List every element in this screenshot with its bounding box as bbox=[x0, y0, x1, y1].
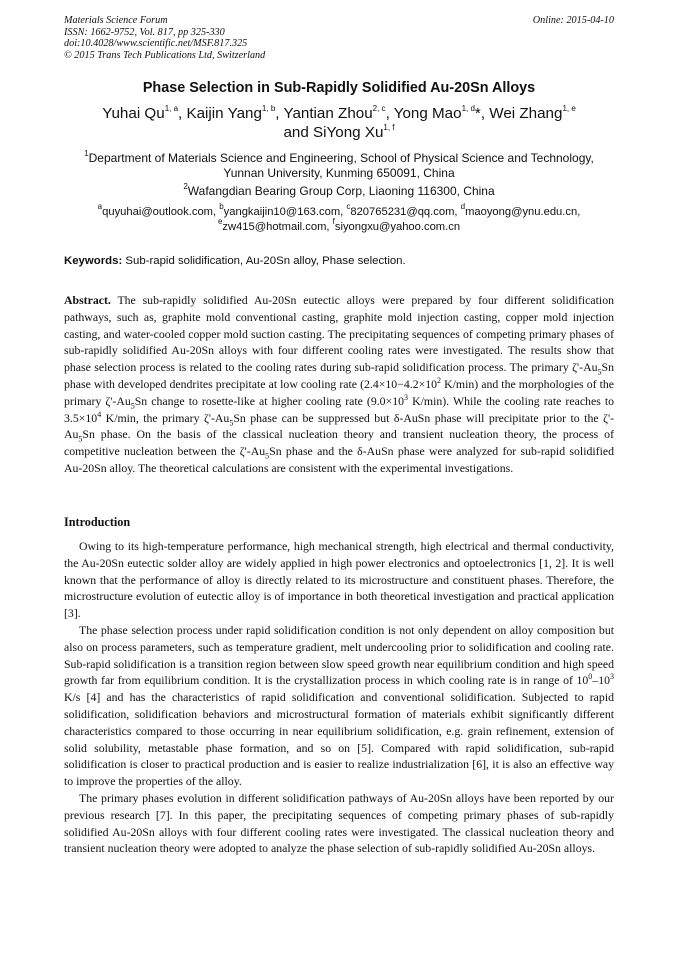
subscript: 5 bbox=[78, 434, 83, 444]
superscript: 3 bbox=[404, 392, 409, 402]
email-sup: c bbox=[346, 202, 351, 212]
subscript: 5 bbox=[265, 451, 270, 461]
email-sup: b bbox=[219, 202, 224, 212]
paragraph: The primary phases evolution in different solidification pathways of Au-20Sn alloys have been reported by our previous research [7]. In this paper, the precipitating sequences of competing primary phases of sub-rapidly solidified Au-20Sn alloys with four different cooling rates were investigated. The classical nucleation theory and transient nucleation theory were adopted to analyze the phase selection of sub-rapidly solidified Au-20Sn alloys. bbox=[64, 790, 614, 856]
abstract-text: K/min). While the cooling rate reaches to 3.5×10 bbox=[64, 393, 614, 425]
subscript: 5 bbox=[229, 417, 234, 427]
superscript: 0 bbox=[588, 672, 593, 682]
email-link[interactable]: 820765231@qq.com, bbox=[350, 206, 461, 218]
author-name: and SiYong Xu bbox=[283, 124, 384, 141]
author-sep: , bbox=[385, 105, 394, 122]
abstract-text: K/min) and the morphologies of the primary ζ'-Au bbox=[64, 376, 614, 408]
affiliation-text: Wafangdian Bearing Group Corp, Liaoning 116300, China bbox=[187, 184, 495, 198]
affiliation-1 bbox=[40, 151, 638, 181]
abstract-text: Sn phase with developed dendrites precipitate at low cooling rate (2.4×10−4.2×10 bbox=[64, 360, 614, 391]
online-date bbox=[533, 15, 614, 27]
journal-header bbox=[64, 15, 265, 61]
affiliation-2 bbox=[40, 184, 638, 199]
author-sup: 2, c bbox=[372, 103, 386, 113]
abstract-text: Sn change to rosette-like at higher cooling rate (9.0×10 bbox=[134, 393, 405, 408]
email-link[interactable]: siyongxu@yahoo.com.cn bbox=[334, 220, 461, 233]
author-sep: , bbox=[275, 105, 284, 122]
email-link[interactable]: maoyong@ynu.edu.cn, bbox=[465, 206, 581, 218]
email-link[interactable]: yangkaijin10@163.com, bbox=[223, 206, 347, 218]
affiliation-text: Department of Materials Science and Engineering, School of Physical Science and Technology, bbox=[88, 151, 594, 165]
author-sup: 1, d bbox=[461, 103, 475, 113]
paragraph bbox=[64, 622, 614, 790]
issn-line: ISSN: 1662-9752, Vol. 817, pp 325-330 bbox=[64, 26, 225, 38]
paragraph-text: The phase selection process under rapid solidification condition is not only dependent on alloy composition but also on process parameters, such as temperature gradient, melt undercooling prior to solidification and cooling rate. Sub-rapid solidification is a transition region between slow speed growth near equilibrium condition and high speed growth far from equilibrium condition. It is the crystallization process in which cooling rate is in range of 10 bbox=[64, 622, 614, 688]
subscript: 5 bbox=[597, 367, 602, 377]
introduction-body bbox=[64, 538, 614, 857]
superscript: 2 bbox=[437, 376, 442, 386]
abstract-text: Sn phase can be suppressed but δ-AuSn phase will precipitate prior to the ζ'-Au bbox=[64, 410, 614, 442]
doi-line: doi:10.4028/www.scientific.net/MSF.817.325 bbox=[64, 38, 248, 50]
abstract bbox=[64, 292, 614, 477]
author-sep: *, bbox=[474, 105, 490, 122]
keywords-label: Keywords: bbox=[64, 255, 123, 267]
abstract-text: K/min, the primary ζ'-Au bbox=[101, 410, 230, 425]
section-heading-introduction: Introduction bbox=[64, 515, 131, 529]
keywords-line bbox=[64, 255, 406, 267]
author-sup: 1, f bbox=[383, 122, 395, 132]
author-sep: , bbox=[178, 105, 187, 122]
author-name: Yuhai Qu bbox=[102, 105, 165, 122]
online-date-text: Online: 2015-04-10 bbox=[532, 15, 614, 26]
affiliation-sup: 1 bbox=[84, 149, 89, 158]
superscript: 3 bbox=[610, 672, 614, 682]
email-sup: f bbox=[332, 216, 335, 226]
email-list bbox=[40, 202, 638, 234]
abstract-text: The sub-rapidly solidified Au-20Sn eutectic alloys were prepared by four different solidification pathways, such as, graphite mold conventional casting, graphite mold injection casting, copper mold injection casting, and water-cooled copper mold suction casting. The precipitating sequences of competing primary phases of sub-rapidly solidified Au-20Sn alloys with four different cooling rates were investigated. The results show that phase selection process is related to the cooling rates during sub-rapid solidification process. The primary ζ'-Au bbox=[64, 293, 614, 375]
author-sup: 1, e bbox=[562, 103, 576, 113]
paragraph-text: K/s [4] and has the characteristics of rapid solidification and conventional solidification. Subjected to rapid solidification, solidification behaviors and microstructural formation of materials exhibit significantly different characteristics compared to those occurring in near equilibrium solidification, e.g. grain refinement, extension of solid solubility, metastable phase formation, and so on [5]. Compared with rapid solidification, sub-rapid solidification is closer to practical production and is easier to realize industrialization [6], it is also an effective way to improve the properties of the alloy. bbox=[64, 690, 614, 789]
abstract-text: Sn phase. On the basis of the classical nucleation theory and transient nucleation theory, the process of competitive nucleation between the ζ'-Au bbox=[64, 427, 614, 459]
abstract-label: Abstract. bbox=[64, 293, 111, 307]
author-name: Yantian Zhou bbox=[283, 105, 373, 122]
paper-title: Phase Selection in Sub-Rapidly Solidified Au-20Sn Alloys bbox=[142, 80, 536, 96]
paragraph: Owing to its high-temperature performance, high mechanical strength, high electrical and thermal conductivity, the Au-20Sn eutectic solder alloy are widely applied in high power electronics and optoelectronics [1, 2]. It is well known that the performance of alloy is directly related to its microstructure and constituent phases. Therefore, the microstructure evolution of eutectic alloy is of importance in both theoretical investigation and practical application [3]. bbox=[64, 539, 614, 621]
author-name: Yong Mao bbox=[393, 105, 462, 122]
author-sup: 1, a bbox=[164, 103, 179, 113]
affiliation-text: Yunnan University, Kunming 650091, China bbox=[223, 166, 455, 180]
email-sup: e bbox=[217, 216, 223, 226]
email-link[interactable]: zw415@hotmail.com, bbox=[222, 220, 333, 233]
keywords-text: Sub-rapid solidification, Au-20Sn alloy, Phase selection. bbox=[122, 255, 406, 267]
email-sup: d bbox=[460, 202, 466, 212]
journal-name: Materials Science Forum bbox=[64, 15, 168, 26]
author-name: Kaijin Yang bbox=[186, 105, 262, 122]
author-list bbox=[40, 104, 638, 142]
abstract-text: Sn phase and the δ-AuSn phase were analyzed for sub-rapid solidified Au-20Sn alloy. The theoretical calculations are consistent with the experimental investigations. bbox=[64, 444, 614, 475]
paragraph-text: –10 bbox=[592, 673, 610, 688]
copyright-line: © 2015 Trans Tech Publications Ltd, Switzerland bbox=[64, 49, 266, 61]
superscript: 4 bbox=[97, 409, 102, 419]
subscript: 5 bbox=[130, 401, 135, 411]
affiliation-sup: 2 bbox=[183, 182, 188, 191]
email-link[interactable]: quyuhai@outlook.com, bbox=[102, 206, 220, 218]
email-sup: a bbox=[97, 202, 103, 212]
author-name: Wei Zhang bbox=[489, 105, 563, 122]
author-sup: 1, b bbox=[261, 103, 276, 113]
